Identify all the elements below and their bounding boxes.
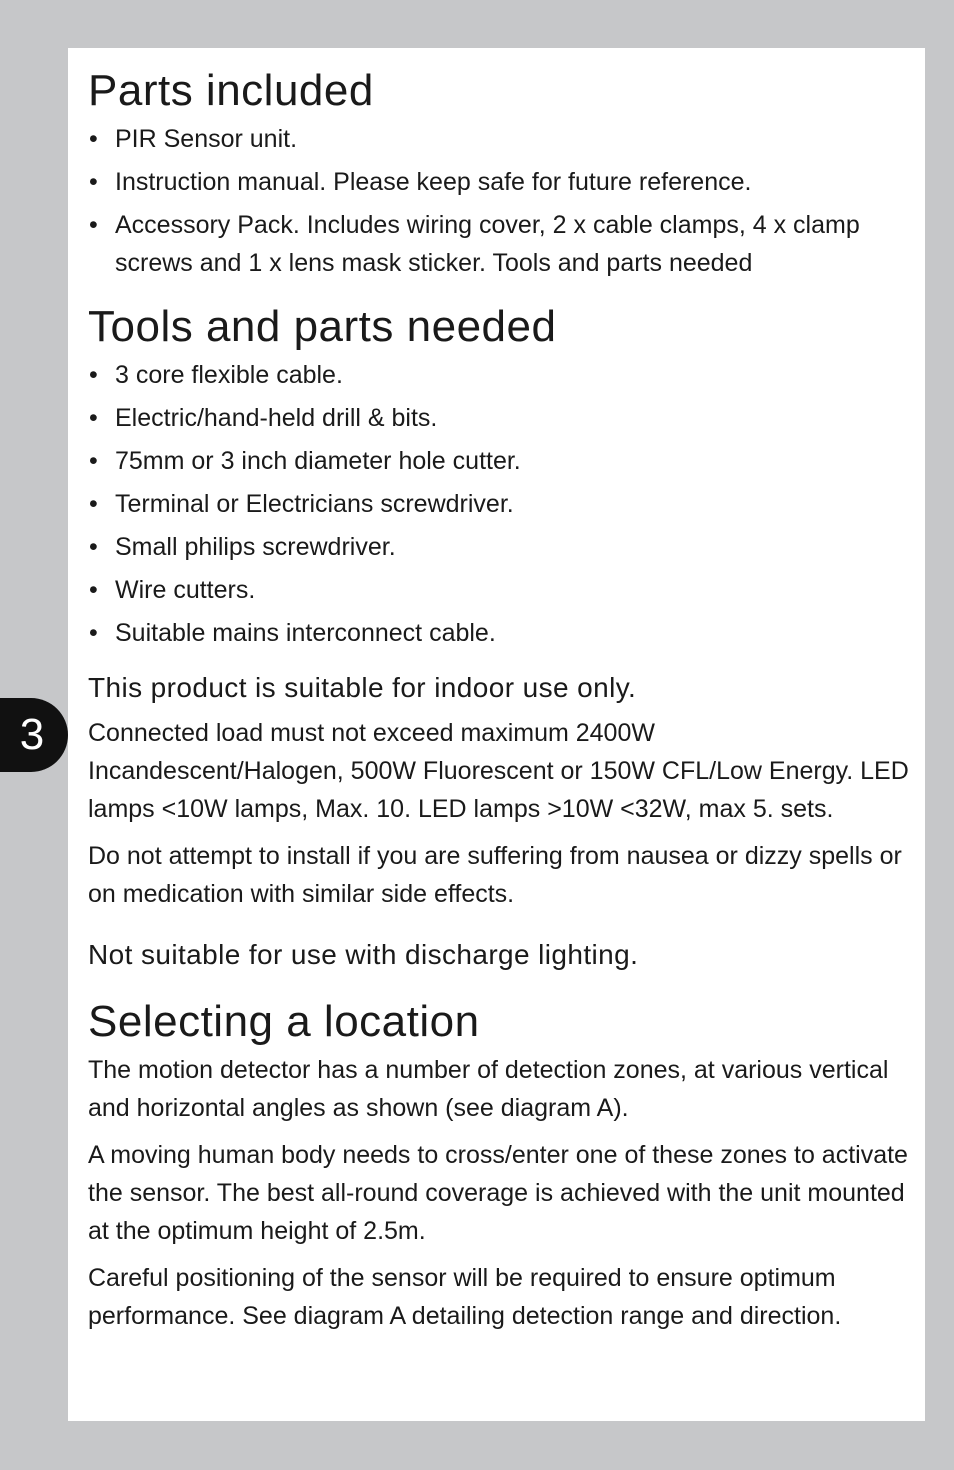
bullet-icon: •	[89, 576, 98, 604]
discharge-lighting-notice: Not suitable for use with discharge lighting.	[88, 939, 639, 970]
bullet-icon: •	[89, 447, 98, 475]
list-item: • 75mm or 3 inch diameter hole cutter.	[88, 442, 910, 480]
list-item: • Instruction manual. Please keep safe for future reference.	[88, 163, 910, 201]
page-number-tab: 3	[0, 698, 68, 772]
list-item: • Suitable mains interconnect cable.	[88, 614, 910, 652]
bullet-icon: •	[89, 404, 98, 432]
bullet-icon: •	[89, 211, 98, 239]
list-item: • 3 core flexible cable.	[88, 356, 910, 394]
list-item: • Small philips screwdriver.	[88, 528, 910, 566]
list-item: • Electric/hand-held drill & bits.	[88, 399, 910, 437]
health-warning-paragraph: Do not attempt to install if you are suffering from nausea or dizzy spells or on medication with similar side effects.	[88, 842, 902, 908]
bullet-icon: •	[89, 125, 98, 153]
bullet-icon: •	[89, 490, 98, 518]
location-paragraph: The motion detector has a number of detection zones, at various vertical and horizontal angles as shown (see diagram A).	[88, 1056, 889, 1122]
location-paragraph: Careful positioning of the sensor will be required to ensure optimum performance. See diagram A detailing detection range and direction.	[88, 1264, 842, 1330]
manual-page	[68, 48, 925, 1421]
heading-selecting-location: Selecting a location	[88, 997, 480, 1046]
list-item: • PIR Sensor unit.	[88, 120, 910, 158]
location-paragraph: A moving human body needs to cross/enter one of these zones to activate the sensor. The best all-round coverage is achieved with the unit mounted at the optimum height of 2.5m.	[88, 1141, 908, 1245]
indoor-use-notice: This product is suitable for indoor use only.	[88, 672, 637, 703]
list-item: • Accessory Pack. Includes wiring cover, 2 x cable clamps, 4 x clamp screws and 1 x lens mask sticker. Tools and parts needed	[88, 206, 910, 282]
bullet-icon: •	[89, 361, 98, 389]
list-item: • Wire cutters.	[88, 571, 910, 609]
load-limits-paragraph: Connected load must not exceed maximum 2400W Incandescent/Halogen, 500W Fluorescent or 150W CFL/Low Energy. LED lamps <10W lamps, Max. 10. LED lamps >10W <32W, max 5. sets.	[88, 719, 909, 823]
heading-parts-included: Parts included	[88, 66, 374, 115]
page-content	[88, 66, 910, 1344]
list-item: • Terminal or Electricians screwdriver.	[88, 485, 910, 523]
tools-list	[88, 356, 910, 652]
bullet-icon: •	[89, 168, 98, 196]
parts-list	[88, 120, 910, 282]
bullet-icon: •	[89, 619, 98, 647]
bullet-icon: •	[89, 533, 98, 561]
heading-tools-needed: Tools and parts needed	[88, 302, 557, 351]
